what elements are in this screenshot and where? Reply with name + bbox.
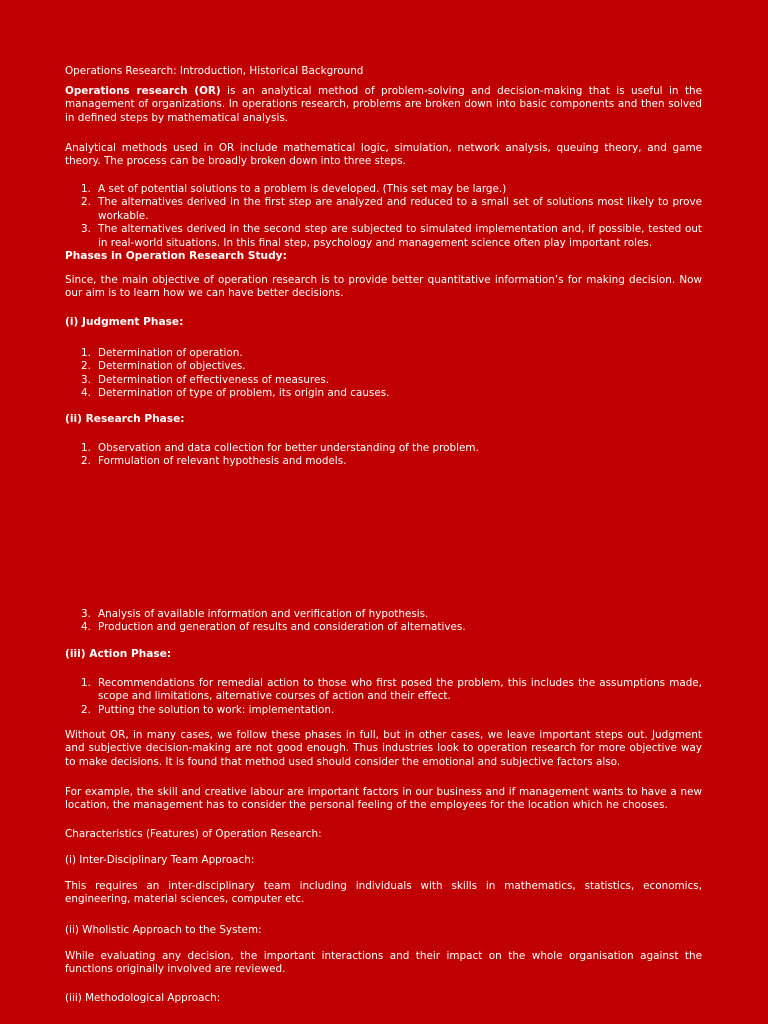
list-text: The alternatives derived in the second step are subjected to simulated implementation and, if possible, tested out in real-world situations. In this final step, psychology and management science often play important roles. <box>98 223 702 249</box>
list-item <box>65 360 702 373</box>
list-text: Determination of operation. <box>98 347 243 359</box>
list-text: The alternatives derived in the first step are analyzed and reduced to a small set of solutions most likely to prove workable. <box>98 196 702 222</box>
research-list-part-1 <box>65 442 702 469</box>
intro-paragraph <box>65 85 702 125</box>
list-item <box>65 374 702 387</box>
action-phase-heading: (iii) Action Phase: <box>65 648 172 660</box>
list-number: 2. <box>81 196 91 209</box>
methods-paragraph: Analytical methods used in OR include mathematical logic, simulation, network analysis, queuing theory, and game theory. The process can be broadly broken down into three steps. <box>65 142 702 168</box>
without-or-paragraph: Without OR, in many cases, we follow these phases in full, but in other cases, we leave important steps out. Judgment and subjective decision-making are not good enough. Thus industries look to operation research for more objective way to make decisions. It is found that method used should consider the emotional and subjective factors also. <box>65 729 702 768</box>
characteristic-2-heading: (ii) Wholistic Approach to the System: <box>65 924 262 936</box>
list-item <box>65 387 702 400</box>
phases-intro-paragraph: Since, the main objective of operation research is to provide better quantitative information’s for making decision. Now our aim is to learn how we can have better decisions. <box>65 274 702 300</box>
list-item <box>65 677 702 704</box>
example-paragraph: For example, the skill and creative labour are important factors in our business and if management wants to have a new location, the management has to consider the personal feeling of the employees for the location which he chooses. <box>65 786 702 812</box>
list-text: Determination of type of problem, its origin and causes. <box>98 387 390 400</box>
list-text: Putting the solution to work: implementation. <box>98 703 335 716</box>
list-number: 4. <box>81 621 91 634</box>
list-number: 2. <box>81 455 91 468</box>
document-title: Operations Research: Introduction, Historical Background <box>65 65 364 77</box>
action-list <box>65 677 702 717</box>
list-number: 3. <box>81 373 91 386</box>
list-item <box>65 442 702 455</box>
list-number: 1. <box>81 347 91 359</box>
characteristics-heading: Characteristics (Features) of Operation Research: <box>65 828 322 840</box>
list-number: 1. <box>81 677 91 689</box>
list-number: 1. <box>81 442 91 454</box>
list-item <box>65 347 702 360</box>
characteristic-1-heading: (i) Inter-Disciplinary Team Approach: <box>65 854 255 866</box>
list-item <box>65 621 702 634</box>
list-number: 3. <box>81 223 91 236</box>
list-text: Recommendations for remedial action to those who first posed the problem, this includes the assumptions made, scope and limitations, alternative courses of action and their effect. <box>98 677 702 703</box>
list-text: Observation and data collection for better understanding of the problem. <box>98 442 479 454</box>
characteristic-3-heading: (iii) Methodological Approach: <box>65 992 221 1004</box>
list-text: Determination of effectiveness of measures. <box>98 373 330 386</box>
list-number: 2. <box>81 360 91 373</box>
list-number: 1. <box>81 183 91 195</box>
list-text: Formulation of relevant hypothesis and models. <box>98 455 347 468</box>
list-item <box>65 455 702 468</box>
steps-list <box>65 183 702 250</box>
list-text: Analysis of available information and verification of hypothesis. <box>98 608 429 620</box>
list-text: A set of potential solutions to a problem is developed. (This set may be large.) <box>98 183 507 195</box>
list-text: Production and generation of results and consideration of alternatives. <box>98 621 466 634</box>
judgment-list <box>65 347 702 401</box>
characteristic-2-text: While evaluating any decision, the important interactions and their impact on the whole organisation against the functions originally involved are reviewed. <box>65 950 702 976</box>
list-text: Determination of objectives. <box>98 360 246 373</box>
list-item <box>65 608 702 621</box>
list-item <box>65 196 702 223</box>
phases-heading: Phases in Operation Research Study: <box>65 250 287 262</box>
list-item <box>65 704 702 717</box>
list-number: 4. <box>81 387 91 400</box>
research-list-part-2 <box>65 608 702 635</box>
list-item <box>65 223 702 250</box>
list-item <box>65 183 702 196</box>
list-number: 3. <box>81 608 91 620</box>
research-phase-heading: (ii) Research Phase: <box>65 413 185 425</box>
list-number: 2. <box>81 703 91 716</box>
intro-text: is an analytical method of problem-solving and decision-making that is useful in the management of organizations. In operations research, problems are broken down into basic components and then solved in defined steps by mathematical analysis. <box>65 85 702 124</box>
or-term: Operations research (OR) <box>65 85 221 97</box>
characteristic-1-text: This requires an inter-disciplinary team including individuals with skills in mathematics, statistics, economics, engineering, material sciences, computer etc. <box>65 880 702 906</box>
judgment-phase-heading: (i) Judgment Phase: <box>65 316 184 328</box>
